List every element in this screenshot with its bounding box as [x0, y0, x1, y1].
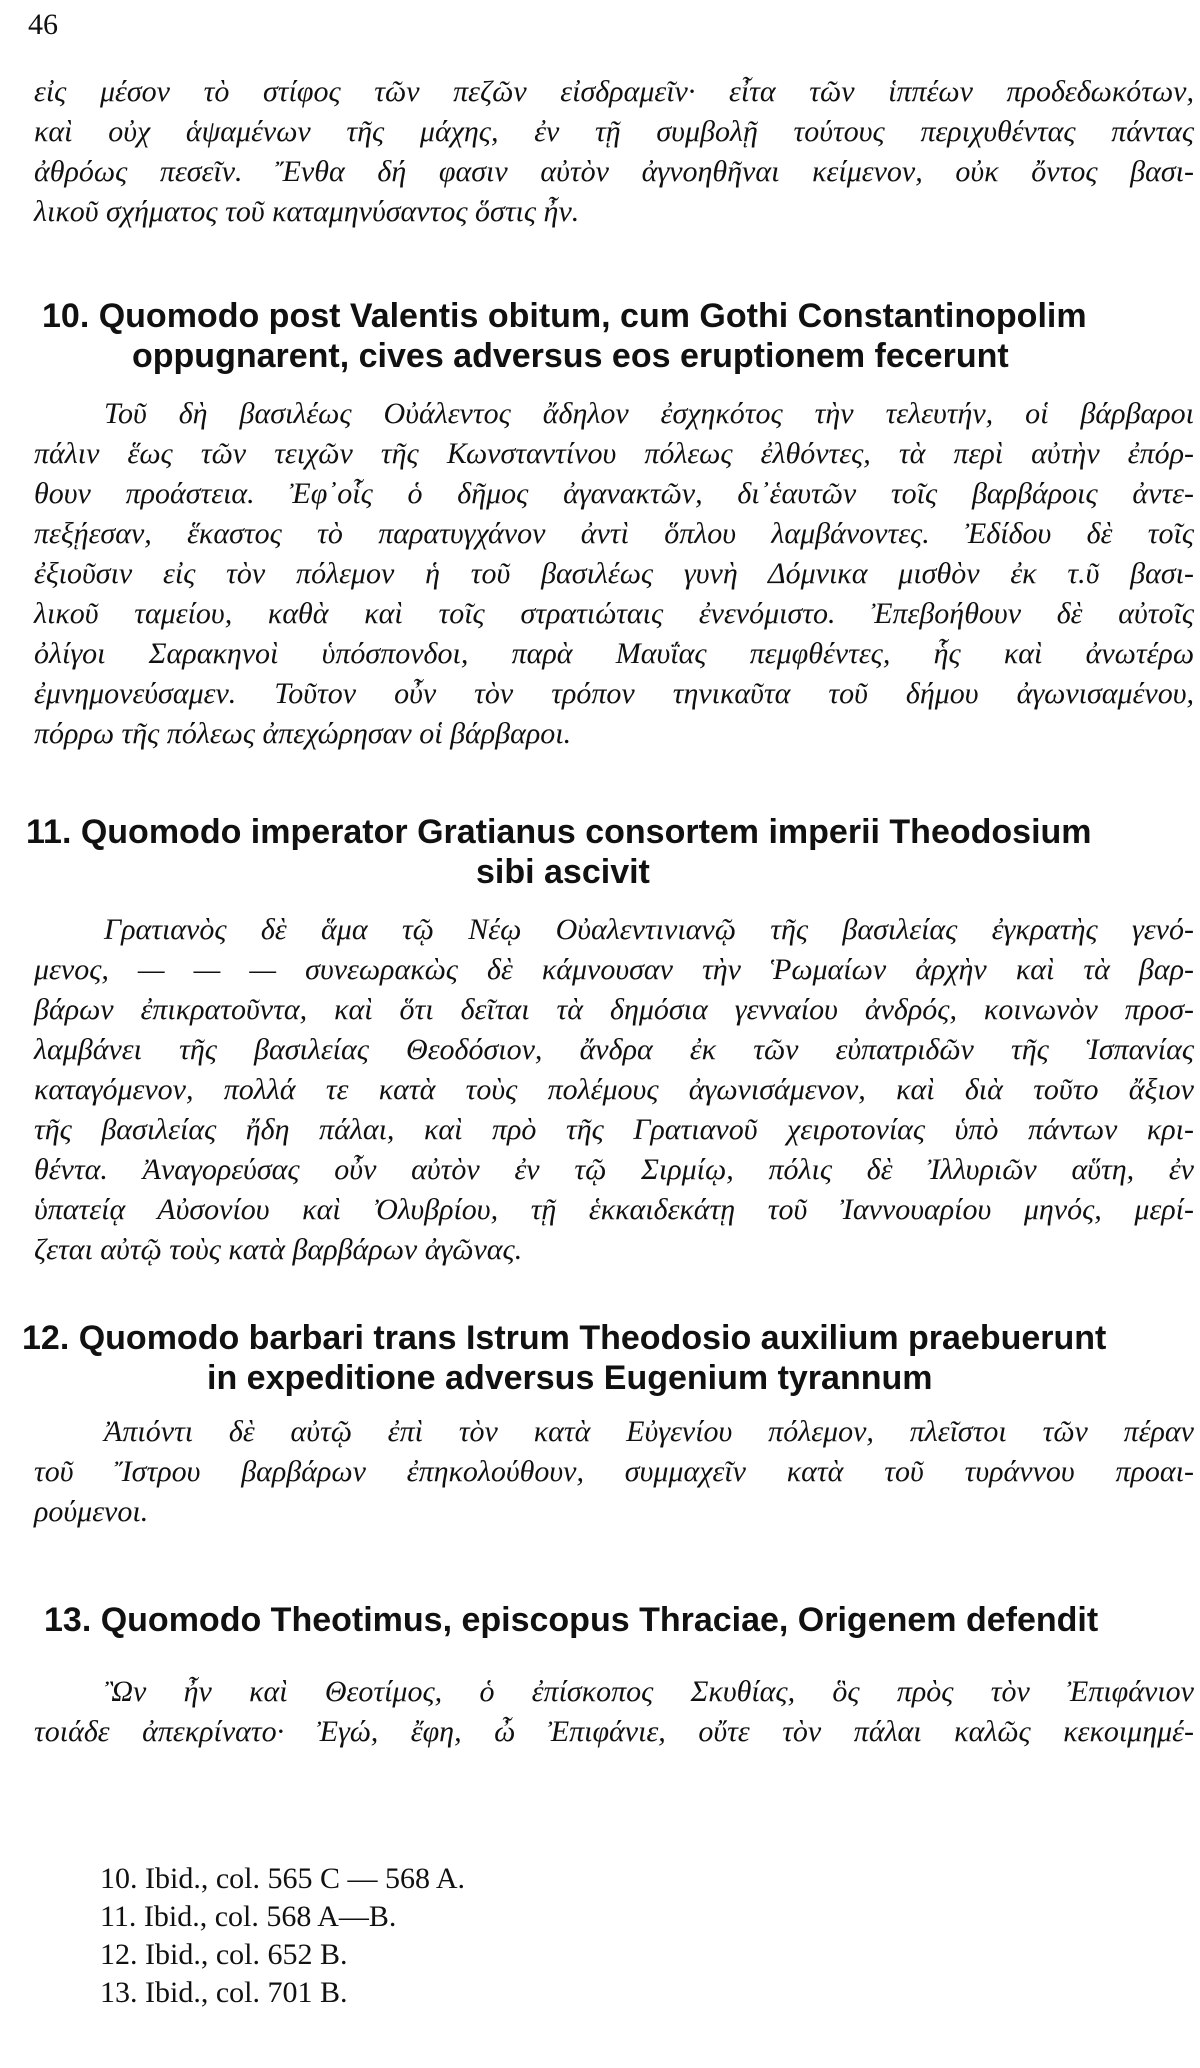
heading-line: 11. Quomodo imperator Gratianus consortem imperii Theodosium	[26, 813, 1092, 851]
text-line: Ὢν ἦν καὶ Θεοτίμος, ὁ ἐπίσκοπος Σκυθίας, ὃς πρὸς τὸν Ἐπιφάνιον	[104, 1675, 1194, 1708]
footnotes	[100, 1860, 465, 2012]
text-line: πεξῄεσαν, ἕκαστος τὸ παρατυγχάνον ἀντὶ ὅπλου λαμβάνοντες. Ἐδίδου δὲ τοῖς	[34, 517, 1194, 550]
text-line: λαμβάνει τῆς βασιλείας Θεοδόσιον, ἄνδρα ἐκ τῶν εὐπατριδῶν τῆς Ἱσπανίας	[34, 1033, 1194, 1066]
footnote: 11. Ibid., col. 568 A—B.	[100, 1900, 397, 1933]
text-line: εἰς μέσον τὸ στίφος τῶν πεζῶν εἰσδραμεῖν· εἶτα τῶν ἱππέων προδεδωκότων,	[34, 75, 1194, 108]
greek-paragraph-0	[34, 72, 1194, 232]
text-line: τοῦ Ἴστρου βαρβάρων ἐπηκολούθουν, συμμαχεῖν κατὰ τοῦ τυράννου προαι-	[34, 1455, 1194, 1488]
footnote: 13. Ibid., col. 701 B.	[100, 1976, 348, 2009]
heading-line: sibi ascivit	[476, 853, 650, 891]
text-line: καταγόμενον, πολλά τε κατὰ τοὺς πολέμους ἀγωνισάμενον, καὶ διὰ τοῦτο ἄξιον	[34, 1073, 1194, 1106]
text-line: ὀλίγοι Σαρακηνοὶ ὑπόσπονδοι, παρὰ Μαυΐας πεμφθέντες, ἧς καὶ ἀνωτέρω	[34, 637, 1194, 670]
greek-paragraph-12	[34, 1412, 1194, 1532]
heading-line: in expeditione adversus Eugenium tyrannum	[207, 1359, 933, 1397]
section-heading-12	[22, 1318, 1106, 1398]
text-line: ἐμνημονεύσαμεν. Τοῦτον οὖν τὸν τρόπον τηνικαῦτα τοῦ δήμου ἀγωνισαμένου,	[34, 677, 1194, 710]
text-line: βάρων ἐπικρατοῦντα, καὶ ὅτι δεῖται τὰ δημόσια γενναίου ἀνδρός, κοινωνὸν προσ-	[34, 993, 1194, 1026]
footnote: 10. Ibid., col. 565 C — 568 A.	[100, 1862, 465, 1895]
text-line: πόρρω τῆς πόλεως ἀπεχώρησαν οἱ βάρβαροι.	[34, 717, 572, 750]
heading-line: 12. Quomodo barbari trans Istrum Theodosio auxilium praebuerunt	[22, 1319, 1107, 1357]
text-line: ζεται αὐτῷ τοὺς κατὰ βαρβάρων ἀγῶνας.	[34, 1233, 523, 1266]
text-line: ρούμενοι.	[34, 1495, 149, 1528]
text-line: πάλιν ἕως τῶν τειχῶν τῆς Κωνσταντίνου πόλεως ἐλθόντες, τὰ περὶ αὐτὴν ἐπόρ-	[34, 437, 1194, 470]
greek-paragraph-10	[34, 394, 1194, 754]
section-heading-11	[26, 812, 1092, 892]
text-line: λικοῦ ταμείου, καθὰ καὶ τοῖς στρατιώταις ἐνενόμιστο. Ἐπεβοήθουν δὲ αὐτοῖς	[34, 597, 1194, 630]
greek-paragraph-11	[34, 910, 1194, 1270]
text-line: Τοῦ δὴ βασιλέως Οὐάλεντος ἄδηλον ἐσχηκότος τὴν τελευτήν, οἱ βάρβαροι	[104, 397, 1194, 430]
greek-paragraph-13	[34, 1672, 1194, 1752]
section-heading-13	[44, 1600, 1098, 1640]
heading-line: 13. Quomodo Theotimus, episcopus Thraciae, Origenem defendit	[44, 1601, 1099, 1639]
text-line: τῆς βασιλείας ἤδη πάλαι, καὶ πρὸ τῆς Γρατιανοῦ χειροτονίας ὑπὸ πάντων κρι-	[34, 1113, 1194, 1146]
text-line: τοιάδε ἀπεκρίνατο· Ἐγώ, ἔφη, ὦ Ἐπιφάνιε, οὔτε τὸν πάλαι καλῶς κεκοιμημέ-	[34, 1715, 1194, 1748]
heading-line: oppugnarent, cives adversus eos eruptionem fecerunt	[132, 337, 1009, 375]
text-line: μενος, — — — συνεωρακὼς δὲ κάμνουσαν τὴν Ῥωμαίων ἀρχὴν καὶ τὰ βαρ-	[34, 953, 1194, 986]
text-line: ἐξιοῦσιν εἰς τὸν πόλεμον ἡ τοῦ βασιλέως γυνὴ Δόμνικα μισθὸν ἐκ τ.ῦ βασι-	[34, 557, 1194, 590]
text-line: θέντα. Ἀναγορεύσας οὖν αὐτὸν ἐν τῷ Σιρμίῳ, πόλις δὲ Ἰλλυριῶν αὕτη, ἐν	[34, 1153, 1194, 1186]
text-line: Γρατιανὸς δὲ ἅμα τῷ Νέῳ Οὐαλεντινιανῷ τῆς βασιλείας ἐγκρατὴς γενό-	[104, 913, 1194, 946]
text-line: ἀθρόως πεσεῖν. Ἔνθα δή φασιν αὐτὸν ἀγνοηθῆναι κείμενον, οὐκ ὄντος βασι-	[34, 155, 1194, 188]
page-number: 46	[28, 8, 58, 41]
text-line: καὶ οὐχ ἁψαμένων τῆς μάχης, ἐν τῇ συμβολῇ τούτους περιχυθέντας πάντας	[34, 115, 1194, 148]
text-line: ὑπατείᾳ Αὐσονίου καὶ Ὀλυβρίου, τῇ ἑκκαιδεκάτῃ τοῦ Ἰαννουαρίου μηνός, μερί-	[34, 1193, 1194, 1226]
footnote: 12. Ibid., col. 652 B.	[100, 1938, 348, 1971]
text-line: θουν προάστεια. Ἐφ᾿οἷς ὁ δῆμος ἀγανακτῶν, δι᾿ἑαυτῶν τοῖς βαρβάροις ἀντε-	[34, 477, 1194, 510]
section-heading-10	[42, 296, 1087, 376]
heading-line: 10. Quomodo post Valentis obitum, cum Gothi Constantinopolim	[42, 297, 1087, 335]
text-line: Ἀπιόντι δὲ αὐτῷ ἐπὶ τὸν κατὰ Εὐγενίου πόλεμον, πλεῖστοι τῶν πέραν	[104, 1415, 1194, 1448]
text-line: λικοῦ σχήματος τοῦ καταμηνύσαντος ὅστις ἦν.	[34, 195, 580, 228]
